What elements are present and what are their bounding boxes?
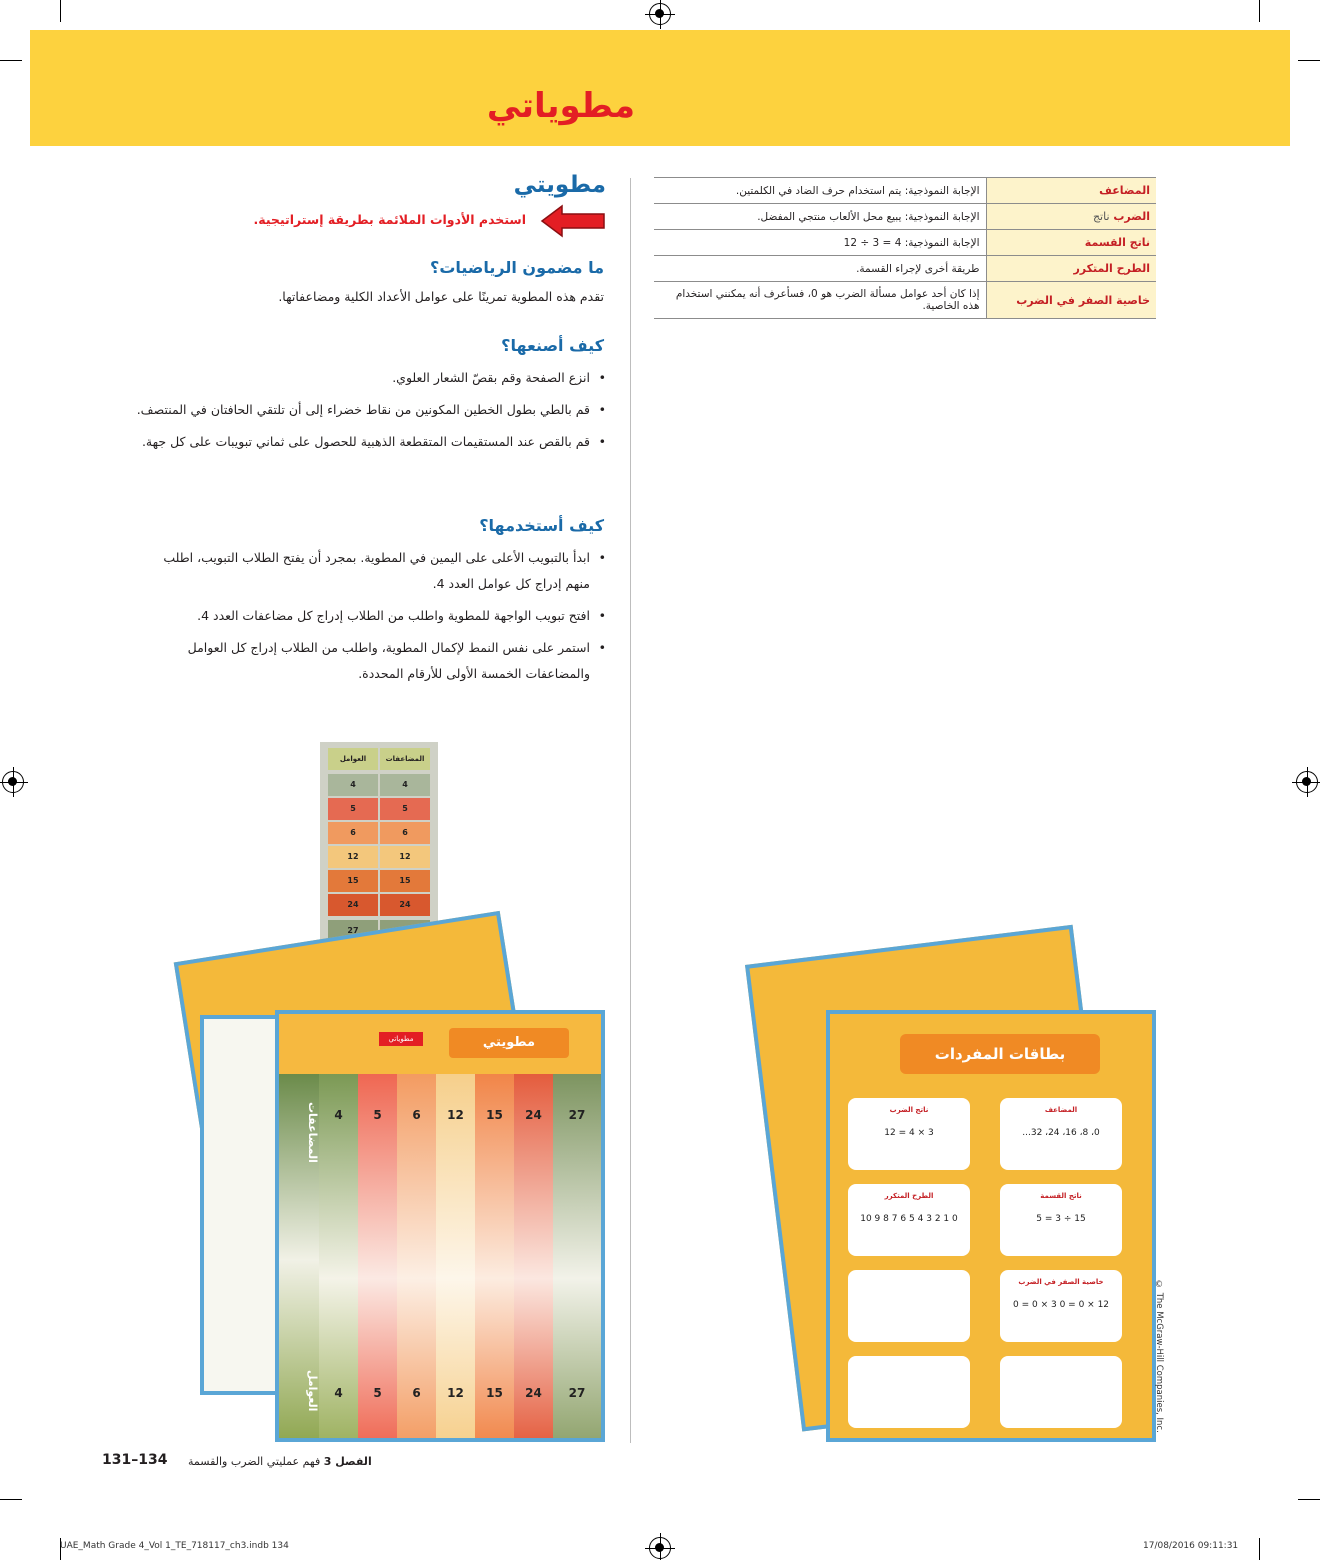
copyright-note: © The McGraw-Hill Companies, Inc. <box>1154 1280 1164 1433</box>
vocabulary-cards-sheet <box>826 1010 1156 1442</box>
photo-header-right: المضاعفات <box>380 748 430 770</box>
card-example: 0 1 2 3 4 5 6 7 8 9 10 <box>860 1214 958 1224</box>
foldable-column <box>475 1074 514 1442</box>
foldable-value: 6 <box>412 1386 421 1400</box>
column-divider <box>630 178 631 1443</box>
vocab-card <box>1000 1356 1122 1428</box>
card-title: الطرح المتكرر <box>884 1192 934 1200</box>
registration-mark-icon <box>649 3 671 25</box>
photo-tab: 6 <box>328 822 378 844</box>
card-title: ناتج القسمة <box>1040 1192 1082 1200</box>
strategy-note: استخدم الأدوات الملائمة بطريقة إستراتيجية. <box>253 212 526 227</box>
vocab-definition: الإجابة النموذجية: يتم استخدام حرف الضاد في الكلمتين. <box>654 178 986 204</box>
chapter-footer <box>188 1455 372 1468</box>
photo-tab: 24 <box>328 894 378 916</box>
foldable-value: 12 <box>447 1108 464 1122</box>
card-example: 15 ÷ 3 = 5 <box>1036 1214 1086 1224</box>
card-title: ناتج الضرب <box>889 1106 929 1114</box>
vocab-sheet-title: بطاقات المفردات <box>900 1034 1100 1074</box>
photo-header-left: العوامل <box>328 748 378 770</box>
foldable-value: 27 <box>568 1386 586 1400</box>
foldable-badge: مطوياتي <box>379 1032 423 1046</box>
table-row <box>654 204 1156 230</box>
vocab-term: خاصية الصفر في الضرب <box>1016 293 1150 307</box>
arrow-left-icon <box>540 204 606 238</box>
photo-tab: 5 <box>380 798 430 820</box>
crop-mark <box>1259 0 1260 22</box>
foldable-value: 5 <box>373 1108 382 1122</box>
card-title: خاصية الصفر في الضرب <box>1018 1278 1104 1286</box>
crop-mark <box>1298 60 1320 61</box>
foldable-value: 6 <box>412 1108 421 1122</box>
vocab-card <box>848 1098 970 1170</box>
foldable-value: 24 <box>525 1108 542 1122</box>
crop-mark <box>0 1499 22 1500</box>
photo-tab: 4 <box>328 774 378 796</box>
page-title: مطوياتي <box>486 86 635 126</box>
make-heading: كيف أصنعها؟ <box>501 336 604 355</box>
foldable-value: 27 <box>568 1108 586 1122</box>
vocab-definition: إذا كان أحد عوامل مسألة الضرب هو 0، فسأعرف أنه يمكنني استخدام هذه الخاصية. <box>654 282 986 319</box>
table-row <box>654 230 1156 256</box>
chapter-title: فهم عمليتي الضرب والقسمة <box>188 1455 321 1468</box>
card-example: 3 × 4 = 12 <box>884 1128 934 1138</box>
list-item: • قم بالطي بطول الخطين المكونين من نقاط خضراء إلى أن تلتقي الحافتان في المنتصف. <box>136 397 606 423</box>
foldable-photo <box>320 742 438 948</box>
photo-tab: 24 <box>380 894 430 916</box>
foldable-label-bottom: العوامل <box>306 1370 319 1412</box>
list-item: • ابدأ بالتبويب الأعلى على اليمين في المطوية. بمجرد أن يفتح الطلاب التبويب، اطلب منهم إدراج كل عوامل العدد 4. <box>136 545 606 597</box>
back-sheet <box>200 1015 280 1395</box>
foldable-column <box>514 1074 553 1442</box>
foldable-column <box>358 1074 397 1442</box>
foldable-column <box>436 1074 475 1442</box>
section-title: مطويتي <box>513 172 606 198</box>
list-item: • افتح تبويب الواجهة للمطوية واطلب من الطلاب إدراج كل مضاعفات العدد 4. <box>136 603 606 629</box>
foldable-value: 15 <box>486 1108 503 1122</box>
foldable-value: 24 <box>525 1386 542 1400</box>
make-steps-list <box>136 365 606 461</box>
photo-tab: 15 <box>328 870 378 892</box>
foldable-column <box>553 1074 601 1442</box>
foldable-sheet <box>275 1010 605 1442</box>
what-text: تقدم هذه المطوية تمرينًا على عوامل الأعداد الكلية ومضاعفاتها. <box>278 289 604 304</box>
table-row <box>654 256 1156 282</box>
crop-mark <box>60 0 61 22</box>
vocab-card <box>1000 1098 1122 1170</box>
vocabulary-table <box>654 177 1156 319</box>
vocab-card <box>848 1184 970 1256</box>
foldable-label-top: المضاعفات <box>306 1102 319 1163</box>
foldable-value: 5 <box>373 1386 382 1400</box>
use-heading: كيف أستخدمها؟ <box>479 516 604 535</box>
vocab-definition: الإجابة النموذجية: 4 = 3 ÷ 12 <box>654 230 986 256</box>
vocab-term: الضرب <box>1113 210 1150 223</box>
vocab-card <box>1000 1184 1122 1256</box>
table-row <box>654 282 1156 319</box>
photo-tab: 27 <box>328 920 378 942</box>
list-item: • انزع الصفحة وقم بقصّ الشعار العلوي. <box>136 365 606 391</box>
list-item: • قم بالقص عند المستقيمات المتقطعة الذهبية للحصول على ثماني تبويبات على كل جهة. <box>136 429 606 455</box>
page-banner <box>30 30 1290 146</box>
foldable-value: 4 <box>334 1108 343 1122</box>
print-timestamp: 17/08/2016 09:11:31 <box>1143 1541 1239 1551</box>
foldable-value: 12 <box>447 1386 464 1400</box>
vocab-term-extra: ناتج <box>1092 210 1110 223</box>
foldable-label-column <box>279 1074 319 1442</box>
use-steps-list <box>136 545 606 693</box>
photo-tab: 12 <box>380 846 430 868</box>
photo-tab: 5 <box>328 798 378 820</box>
vocab-term: المضاعف <box>1099 184 1150 197</box>
photo-tab: 15 <box>380 870 430 892</box>
registration-mark-icon <box>649 1537 671 1559</box>
table-row <box>654 178 1156 204</box>
foldable-title: مطويتي <box>449 1028 569 1058</box>
crop-mark <box>1298 1499 1320 1500</box>
crop-mark <box>1259 1538 1260 1560</box>
registration-mark-icon <box>1296 771 1318 793</box>
card-example: 12 × 0 = 0 3 × 0 = 0 <box>1012 1300 1110 1310</box>
photo-tab: 6 <box>380 822 430 844</box>
chapter-label: الفصل 3 <box>323 1455 372 1468</box>
foldable-value: 15 <box>486 1386 503 1400</box>
vocab-card <box>848 1356 970 1428</box>
foldable-value: 4 <box>334 1386 343 1400</box>
list-item: • استمر على نفس النمط لإكمال المطوية، واطلب من الطلاب إدراج كل العوامل والمضاعفات الخمسة الأولى للأرقام المحددة. <box>136 635 606 687</box>
photo-tab: 4 <box>380 774 430 796</box>
foldable-column <box>319 1074 358 1442</box>
vocab-term: الطرح المتكرر <box>1073 262 1150 275</box>
photo-tab: 12 <box>328 846 378 868</box>
vocab-card <box>1000 1270 1122 1342</box>
registration-mark-icon <box>2 771 24 793</box>
vocab-definition: الإجابة النموذجية: يبيع محل الألعاب منتجي المفضل. <box>654 204 986 230</box>
vocab-definition: طريقة أخرى لإجراء القسمة. <box>654 256 986 282</box>
card-title: المضاعف <box>1044 1106 1078 1114</box>
what-heading: ما مضمون الرياضيات؟ <box>430 258 604 277</box>
foldable-column <box>397 1074 436 1442</box>
page-numbers: 131–134 <box>102 1452 168 1468</box>
vocab-card <box>848 1270 970 1342</box>
file-slug: UAE_Math Grade 4_Vol 1_TE_718117_ch3.indb 134 <box>60 1541 289 1551</box>
card-example: 0، 8، 16، 24، 32... <box>1022 1128 1100 1138</box>
crop-mark <box>0 60 22 61</box>
vocab-term: ناتج القسمة <box>1084 236 1150 249</box>
